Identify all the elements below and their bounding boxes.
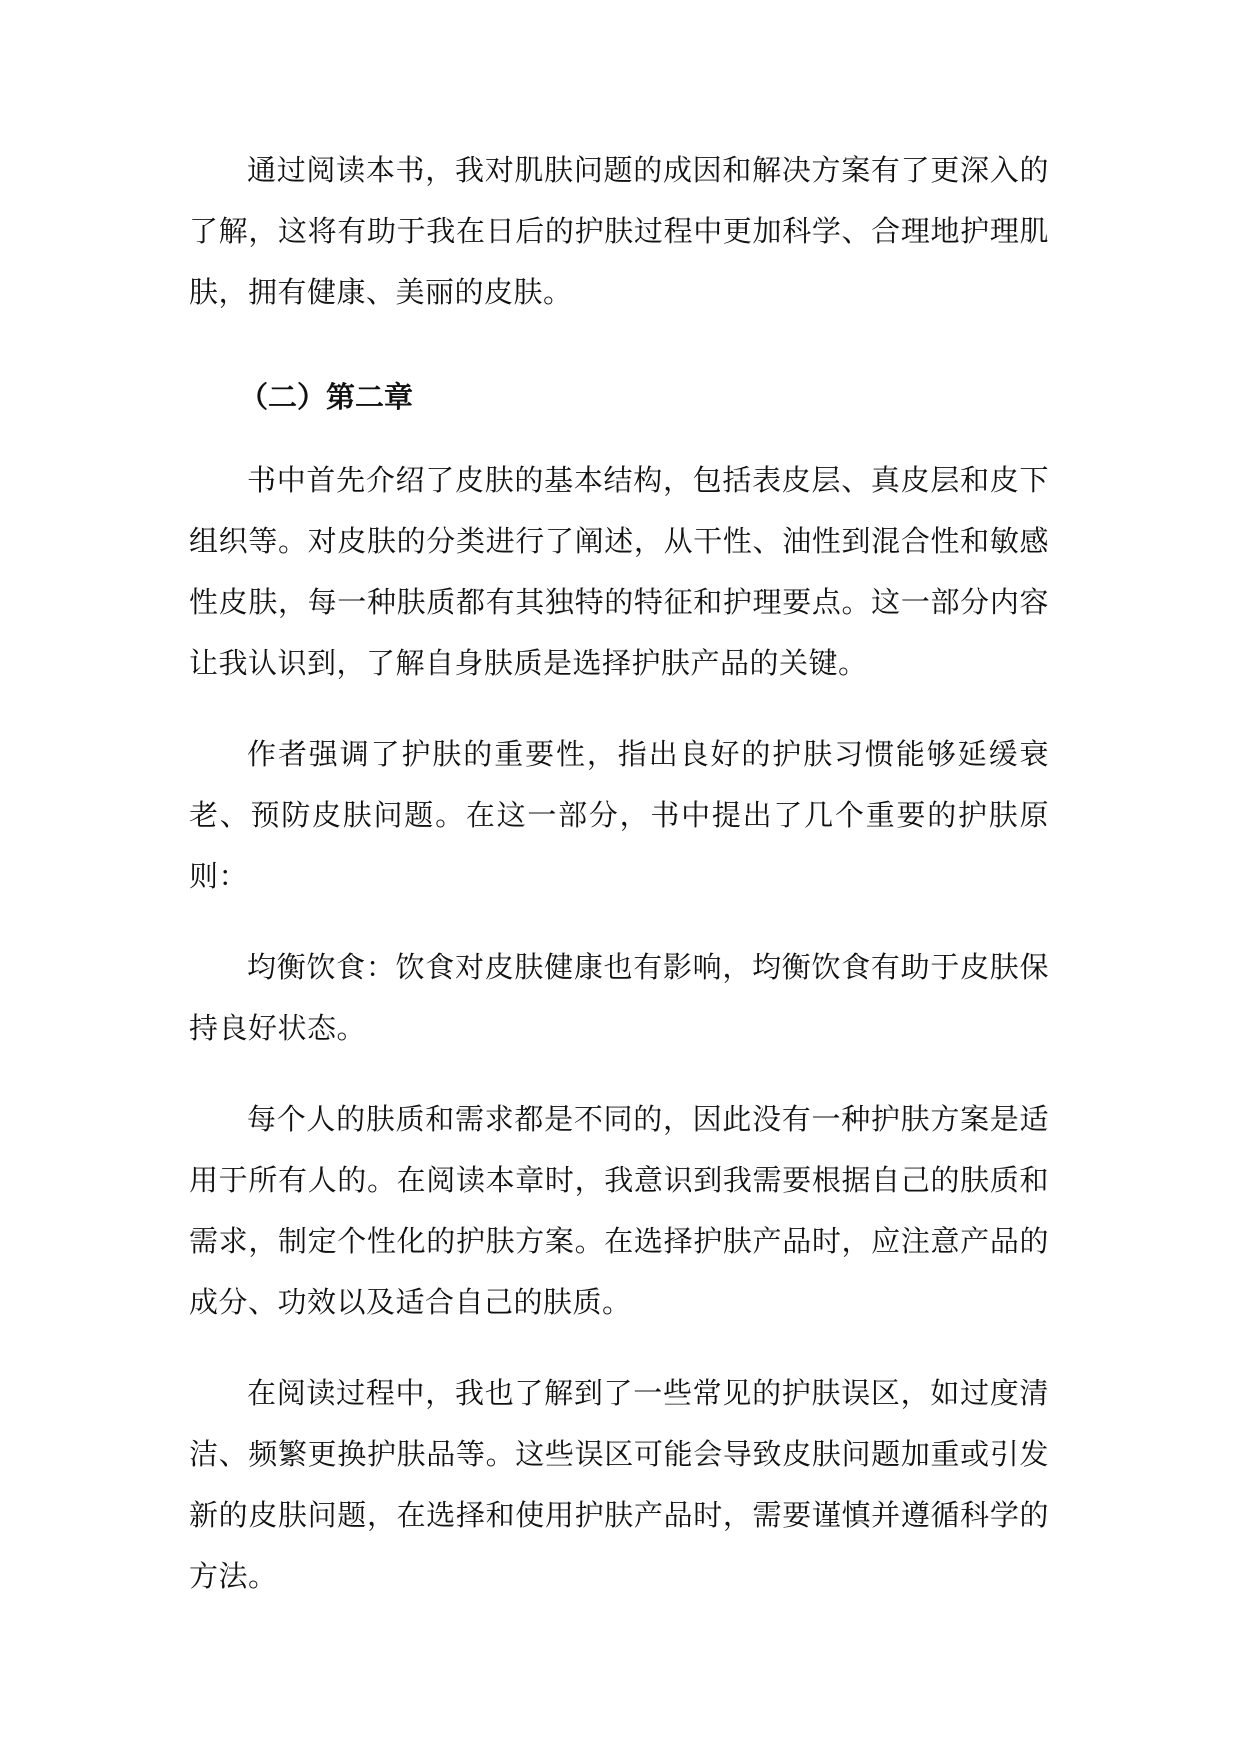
paragraph-skincare-mistakes: 在阅读过程中，我也了解到了一些常见的护肤误区，如过度清洁、频繁更换护肤品等。这些误区可能会导致皮肤问题加重或引发新的皮肤问题，在选择和使用护肤产品时，需要谨慎并遵循科学的方法。 [189,1376,1049,1593]
intro-paragraph: 通过阅读本书，我对肌肤问题的成因和解决方案有了更深入的了解，这将有助于我在日后的护肤过程中更加科学、合理地护理肌肤，拥有健康、美丽的皮肤。 [189,153,1049,309]
paragraph-skincare-importance: 作者强调了护肤的重要性，指出良好的护肤习惯能够延缓衰老、预防皮肤问题。在这一部分，书中提出了几个重要的护肤原则： [189,737,1049,893]
document-page [189,140,1049,1637]
paragraph-personalized-plan: 每个人的肤质和需求都是不同的，因此没有一种护肤方案是适用于所有人的。在阅读本章时，我意识到我需要根据自己的肤质和需求，制定个性化的护肤方案。在选择护肤产品时，应注意产品的成分、功效以及适合自己的肤质。 [189,1102,1049,1319]
paragraph-balanced-diet: 均衡饮食：饮食对皮肤健康也有影响，均衡饮食有助于皮肤保持良好状态。 [189,950,1049,1045]
section-heading: （二）第二章 [239,380,414,414]
paragraph-skin-structure: 书中首先介绍了皮肤的基本结构，包括表皮层、真皮层和皮下组织等。对皮肤的分类进行了阐述，从干性、油性到混合性和敏感性皮肤，每一种肤质都有其独特的特征和护理要点。这一部分内容让我认识到，了解自身肤质是选择护肤产品的关键。 [189,463,1049,680]
